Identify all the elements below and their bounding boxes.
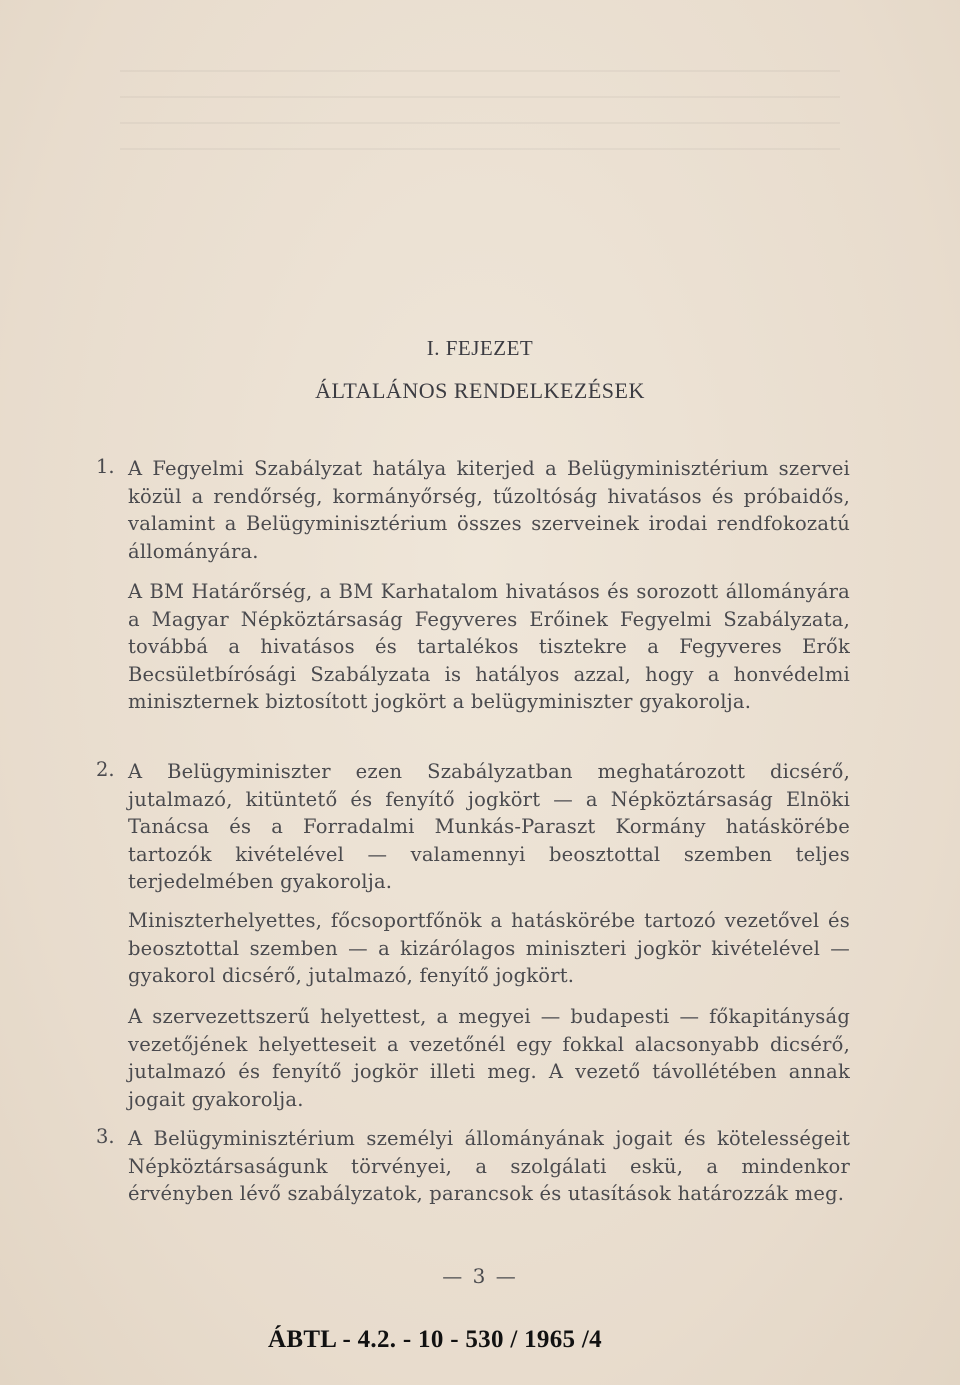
chapter-title: ÁLTALÁNOS RENDELKEZÉSEK	[315, 378, 645, 403]
section-2-paragraph-1: A Belügyminiszter ezen Szabályzatban meghatározott dicsérő, jutalmazó, kitüntető és fenyítő jogkört — a Népköztársaság Elnöki Tanácsa és a Forradalmi Munkás-Paraszt Kormány hatáskörébe tartozók kivételével — valamennyi beosztottal szemben teljes terjedelmében gyakorolja.	[128, 760, 850, 893]
section-3-paragraph-1: A Belügyminisztérium személyi állományának jogait és kötelességeit Népköztársaságunk törvényei, a szolgálati eskü, a mindenkor érvényben lévő szabályzatok, parancsok és utasítások határozzák meg.	[128, 1127, 850, 1205]
page-number: — 3 —	[442, 1264, 518, 1288]
chapter-heading: I. FEJEZET	[426, 336, 534, 360]
section-1-paragraph-2: A BM Határőrség, a BM Karhatalom hivatásos és sorozott állományára a Magyar Népköztársaság Fegyveres Erőinek Fegyelmi Szabályzata, továbbá a hivatásos és tartalékos tisztekre a Fegyveres Erők Becsületbírósági Szabályzata is hatályos azzal, hogy a honvédelmi miniszternek biztosított jogkört a belügyminiszter gyakorolja.	[128, 580, 850, 713]
section-number: 2.	[96, 758, 115, 781]
section-number: 1.	[96, 455, 115, 478]
bleed-through-text	[120, 70, 840, 150]
section-1-paragraph-1: A Fegyelmi Szabályzat hatálya kiterjed a Belügyminisztérium szervei közül a rendőrség, kormányőrség, tűzoltóság hivatásos és próbaidős, valamint a Belügyminisztérium összes szerveinek irodai rendfokozatú állományára.	[128, 457, 850, 563]
section-2-paragraph-2: Miniszterhelyettes, főcsoportfőnök a hatáskörébe tartozó vezetővel és beosztottal szemben — a kizárólagos miniszteri jogkör kivételével — gyakorol dicsérő, jutalmazó, fenyítő jogkört.	[128, 909, 850, 987]
section-number: 3.	[96, 1125, 115, 1148]
section-2-paragraph-3: A szervezettszerű helyettest, a megyei — budapesti — főkapitányság vezetőjének helyetteseit a vezetőnél egy fokkal alacsonyabb dicsérő, jutalmazó és fenyítő jogkör illeti meg. A vezető távollétében annak jogait gyakorolja.	[128, 1005, 850, 1111]
archive-reference: ÁBTL - 4.2. - 10 - 530 / 1965 /4	[268, 1326, 602, 1353]
